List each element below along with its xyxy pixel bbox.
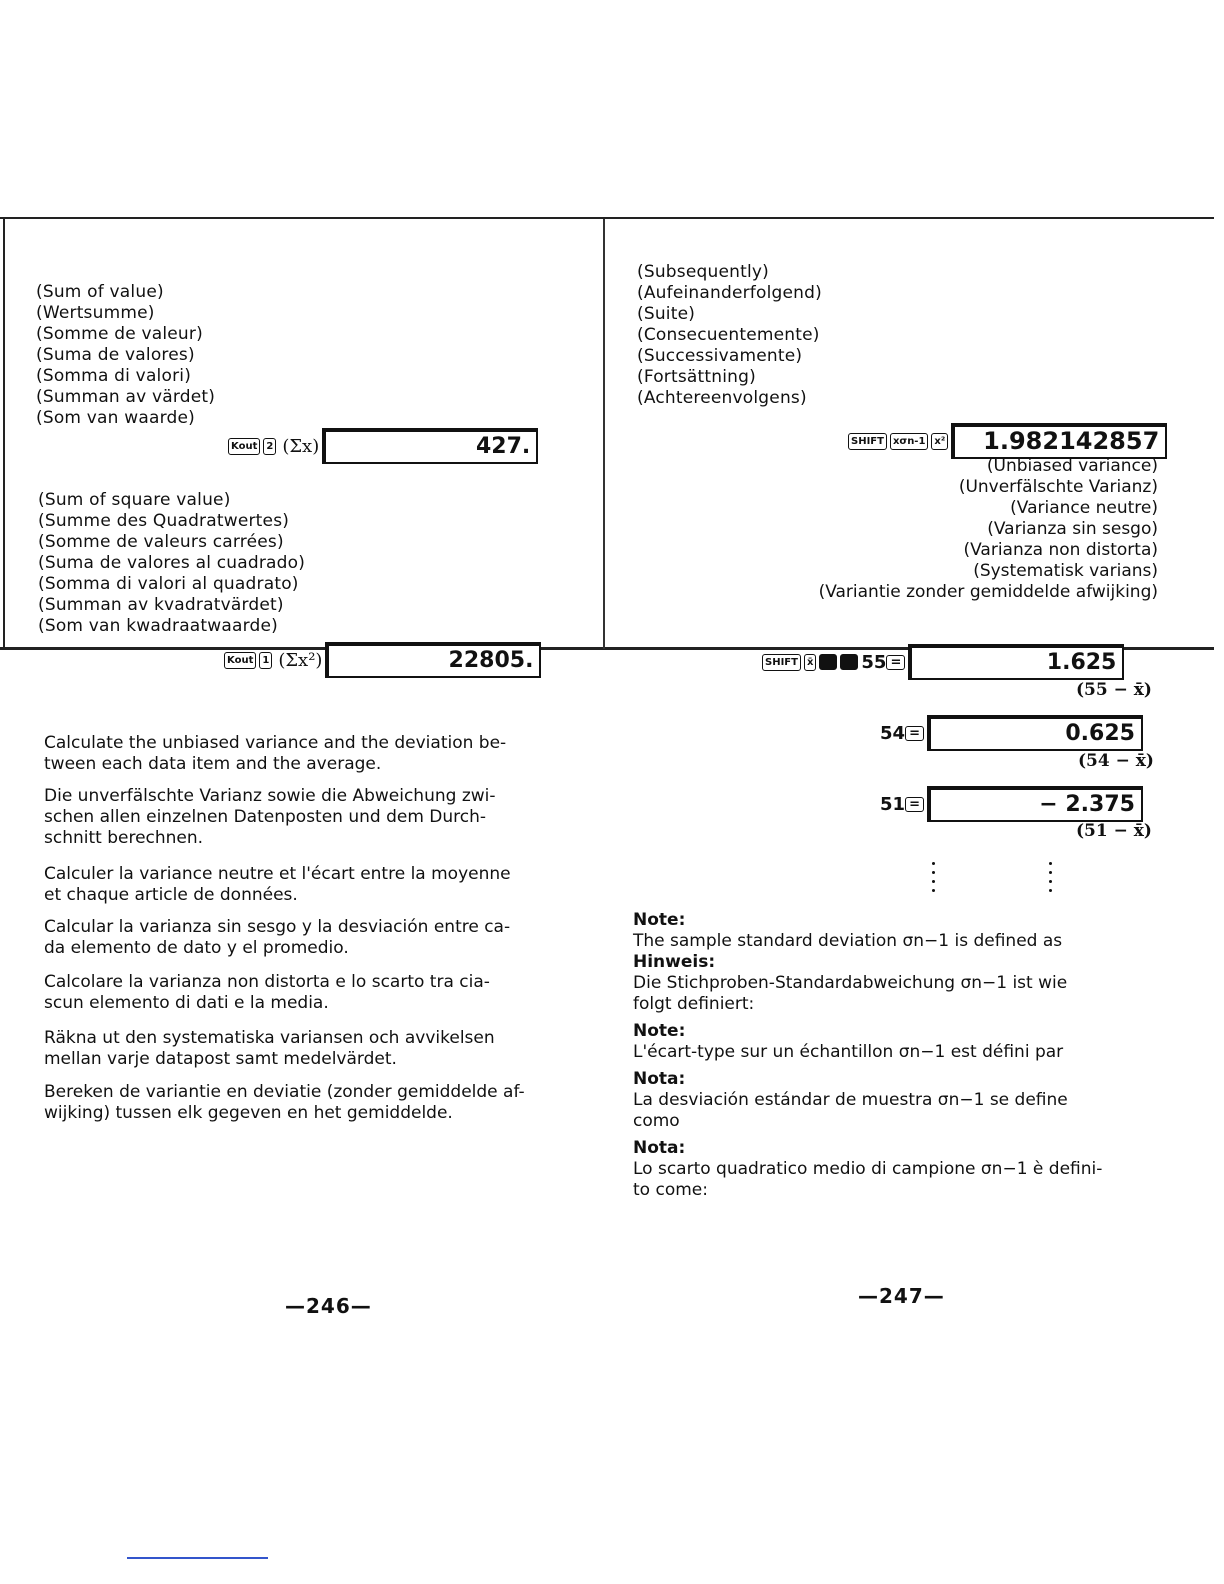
paragraph-sv	[44, 1028, 584, 1070]
sum-expression: (Σx)	[282, 435, 320, 457]
display-value: 427.	[475, 433, 531, 459]
sigma-n-1-key-icon: xσn-1	[890, 433, 928, 450]
equals-key-icon: =	[886, 655, 905, 670]
notes-section	[633, 910, 1163, 1201]
label-line: (Somma di valori al quadrato)	[38, 574, 299, 594]
paragraph-it	[44, 972, 584, 1014]
note-heading: Hinweis:	[633, 952, 716, 972]
label-line: (Sum of square value)	[38, 490, 231, 510]
continuation-dots	[932, 862, 936, 898]
deviation-54-row	[880, 715, 1143, 751]
label-line: (Summe des Quadratwertes)	[38, 511, 290, 531]
kout-key-icon: Kout	[228, 438, 260, 455]
label-line: (Subsequently)	[637, 262, 769, 282]
minus-key-icon	[819, 654, 837, 670]
calculator-display	[322, 428, 538, 464]
label-line: (Somme de valeurs carrées)	[38, 532, 284, 552]
paragraph-en	[44, 733, 584, 775]
text-line: scun elemento di dati e la media.	[44, 993, 329, 1013]
deviation-51-row	[880, 786, 1143, 822]
paragraph-es	[44, 917, 584, 959]
note-line: Lo scarto quadratico medio di campione σn−1 è defini-	[633, 1159, 1103, 1179]
sum-of-square-labels	[38, 490, 305, 637]
paragraph-fr	[44, 864, 584, 906]
minus-key-icon	[840, 654, 858, 670]
note-line: Die Stichproben-Standardabweichung σn−1 ist wie	[633, 973, 1068, 993]
note-heading: Nota:	[633, 1069, 686, 1089]
label-line: (Aufeinanderfolgend)	[637, 283, 822, 303]
label-line: (Som van kwadraatwaarde)	[38, 616, 279, 636]
subsequently-labels	[637, 262, 822, 409]
note-line: L'écart-type sur un échantillon σn−1 est défini par	[633, 1042, 1064, 1062]
deviation-caption: (55 − x̄)	[1076, 680, 1152, 700]
equals-key-icon: =	[905, 797, 924, 812]
text-line: Räkna ut den systematiska variansen och avvikelsen	[44, 1028, 495, 1048]
note-heading: Note:	[633, 910, 686, 930]
label-line: (Fortsättning)	[637, 367, 756, 387]
text-line: schnitt berechnen.	[44, 828, 204, 848]
kout-key-icon: Kout	[224, 652, 256, 669]
label-line: (Suma de valores al cuadrado)	[38, 553, 306, 573]
display-value: 22805.	[448, 647, 534, 673]
text-line: da elemento de dato y el promedio.	[44, 938, 349, 958]
note-heading: Note:	[633, 1021, 686, 1041]
page-number-right: —247—	[858, 1284, 945, 1308]
sum-of-value-labels	[36, 282, 215, 429]
text-line: Calculer la variance neutre et l'écart entre la moyenne	[44, 864, 511, 884]
text-line: Die unverfälschte Varianz sowie die Abweichung zwi-	[44, 786, 496, 806]
label-line: (Successivamente)	[637, 346, 803, 366]
shift-key-icon: SHIFT	[848, 433, 887, 450]
square-keystroke-row	[224, 642, 541, 678]
note-line: to come:	[633, 1180, 708, 1200]
shift-key-icon: SHIFT	[762, 654, 801, 671]
label-line: (Variance neutre)	[1010, 498, 1158, 518]
digit-key-icon: 1	[259, 652, 272, 669]
label-line: (Consecuentemente)	[637, 325, 820, 345]
label-line: (Summan av värdet)	[36, 387, 216, 407]
page-number-left: —246—	[285, 1294, 372, 1318]
deviation-55-row	[762, 644, 1124, 680]
label-line: (Somma di valori)	[36, 366, 192, 386]
deviation-caption: (51 − x̄)	[1076, 821, 1152, 841]
text-line: tween each data item and the average.	[44, 754, 382, 774]
paragraph-de	[44, 786, 584, 849]
text-line: Calcular la varianza sin sesgo y la desviación entre ca-	[44, 917, 511, 937]
text-line: schen allen einzelnen Datenposten und dem Durch-	[44, 807, 487, 827]
variance-keystroke-row	[848, 423, 1167, 459]
page-top-border	[0, 217, 1214, 219]
input-value: 55	[861, 651, 887, 673]
deviation-caption: (54 − x̄)	[1078, 751, 1154, 771]
sum-keystroke-row	[228, 428, 538, 464]
label-line: (Suite)	[637, 304, 696, 324]
x-bar-key-icon: x̄	[804, 654, 816, 671]
label-line: (Summan av kvadratvärdet)	[38, 595, 284, 615]
equals-key-icon: =	[905, 726, 924, 741]
text-line: et chaque article de données.	[44, 885, 298, 905]
x-squared-key-icon: x²	[931, 433, 948, 450]
paragraph-nl	[44, 1082, 584, 1124]
label-line: (Som van waarde)	[36, 408, 195, 428]
continuation-dots	[1049, 862, 1053, 898]
label-line: (Unverfälschte Varianz)	[958, 477, 1158, 497]
label-line: (Suma de valores)	[36, 345, 195, 365]
label-line: (Variantie zonder gemiddelde afwijking)	[818, 582, 1158, 602]
display-value: 1.982142857	[983, 427, 1160, 455]
underline-decoration	[127, 1557, 268, 1559]
calculator-display	[927, 715, 1143, 751]
note-line: folgt definiert:	[633, 994, 755, 1014]
input-value: 51	[880, 793, 906, 815]
sum-square-expression: (Σx²)	[278, 649, 323, 671]
calculator-display	[951, 423, 1167, 459]
label-line: (Systematisk varians)	[973, 561, 1158, 581]
calculator-display	[927, 786, 1143, 822]
label-line: (Wertsumme)	[36, 303, 155, 323]
input-value: 54	[880, 722, 906, 744]
note-line: The sample standard deviation σn−1 is defined as	[633, 931, 1063, 951]
label-line: (Sum of value)	[36, 282, 164, 302]
text-line: Calcolare la varianza non distorta e lo scarto tra cia-	[44, 972, 490, 992]
page-left-border	[3, 219, 5, 649]
digit-key-icon: 2	[263, 438, 276, 455]
label-line: (Unbiased variance)	[986, 456, 1158, 476]
text-line: wijking) tussen elk gegeven en het gemiddelde.	[44, 1103, 453, 1123]
note-heading: Nota:	[633, 1138, 686, 1158]
label-line: (Varianza non distorta)	[963, 540, 1158, 560]
note-line: como	[633, 1111, 680, 1131]
display-value: 0.625	[1065, 720, 1135, 746]
display-value: 1.625	[1046, 649, 1117, 675]
text-line: Calculate the unbiased variance and the deviation be-	[44, 733, 507, 753]
calculator-display	[325, 642, 541, 678]
note-line: La desviación estándar de muestra σn−1 se define	[633, 1090, 1068, 1110]
display-value: − 2.375	[1039, 791, 1135, 817]
label-line: (Varianza sin sesgo)	[987, 519, 1158, 539]
unbiased-variance-labels	[819, 456, 1158, 603]
text-line: Bereken de variantie en deviatie (zonder gemiddelde af-	[44, 1082, 525, 1102]
page-spine-divider	[603, 219, 605, 649]
text-line: mellan varje datapost samt medelvärdet.	[44, 1049, 397, 1069]
calculator-display	[908, 644, 1124, 680]
label-line: (Somme de valeur)	[36, 324, 203, 344]
label-line: (Achtereenvolgens)	[637, 388, 807, 408]
